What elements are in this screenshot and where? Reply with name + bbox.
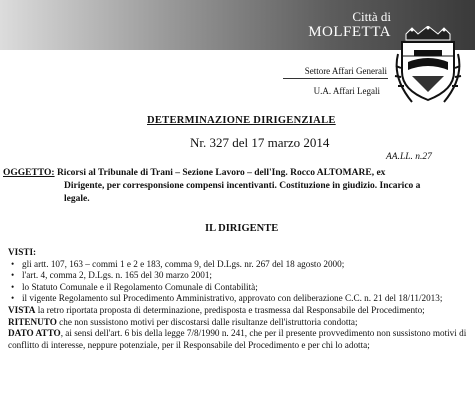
document-body [8, 247, 470, 351]
paragraph-dato-atto: DATO ATTO, ai sensi dell'art. 6 bis della legge 7/8/1990 n. 241, che per il presente provvedimento non sussistono motivi di conflitto di interesse, neppure potenziale, per il Responsabile del Procedimento e per chi lo adotta; [8, 328, 467, 350]
subject-line1: Ricorsi al Tribunale di Trani – Sezione Lavoro – dell'Ing. Rocco ALTOMARE, ex [56, 168, 386, 178]
city-name-line1: Città di [352, 9, 391, 24]
bullet-icon: • [11, 270, 15, 281]
subject-line2: Dirigente, per corresponsione compensi incentivanti. Costituzione in giudizio. Incarico a [64, 181, 421, 191]
reference-code: AA.LL. n.27 [386, 152, 432, 162]
paragraph-ritenuto: RITENUTO che non sussistono motivi per discostarsi dalle risultanze dell'istruttoria condotta; [8, 316, 358, 327]
header-divider [283, 78, 388, 79]
visti-list [8, 259, 470, 305]
section-title: IL DIRIGENTE [205, 223, 279, 234]
list-item: • l'art. 4, comma 2, D.Lgs. n. 165 del 30 marzo 2001; [11, 270, 212, 281]
document-title: DETERMINAZIONE DIRIGENZIALE [147, 115, 336, 126]
bullet-icon: • [11, 281, 15, 292]
list-item: • il vigente Regolamento sul Procedimento Amministrativo, approvato con deliberazione C.C. n. 21 del 18/11/2013; [11, 293, 443, 304]
subject-key: OGGETTO: [3, 168, 55, 178]
subject-block [3, 167, 473, 206]
paragraph-vista: VISTA la retro riportata proposta di determinazione, predisposta e trasmessa dal Responsabile del Procedimento; [8, 304, 425, 315]
office-name: U.A. Affari Legali [313, 86, 380, 96]
bullet-icon: • [11, 258, 15, 269]
list-item: • lo Statuto Comunale e il Regolamento Comunale di Contabilità; [11, 281, 258, 292]
paragraph-key: VISTA [8, 304, 36, 315]
paragraph-key: RITENUTO [8, 316, 57, 327]
city-name-line2: MOLFETTA [308, 24, 391, 40]
bullet-icon: • [11, 293, 15, 304]
determination-number: Nr. 327 del 17 marzo 2014 [190, 135, 330, 150]
paragraph-key: DATO ATTO [8, 328, 61, 339]
list-item: • gli artt. 107, 163 – commi 1 e 2 e 183, comma 9, del D.Lgs. nr. 267 del 18 agosto 2000; [11, 258, 345, 269]
visti-heading: VISTI: [8, 247, 37, 257]
city-crest-icon [392, 26, 464, 106]
subject-line3: legale. [64, 194, 90, 204]
department-name: Settore Affari Generali [304, 66, 387, 76]
